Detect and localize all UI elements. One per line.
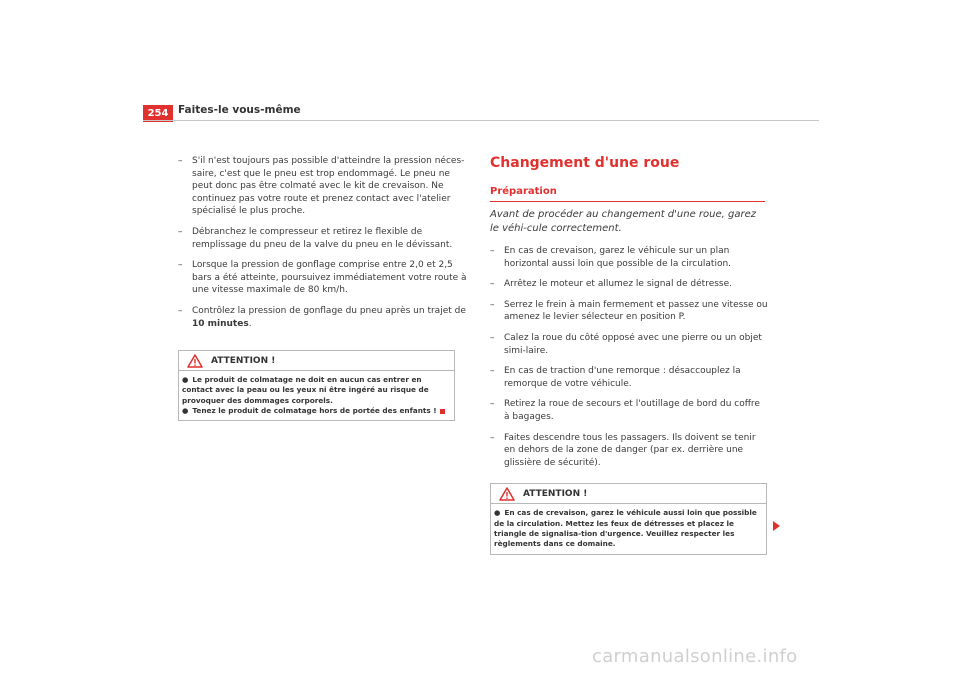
emphasis-duration: 10 minutes <box>192 318 249 329</box>
continue-arrow-icon <box>773 521 780 531</box>
bullet-icon: ● <box>182 406 189 416</box>
warning-header <box>179 351 454 371</box>
warning-box <box>178 350 455 421</box>
right-column <box>490 155 768 555</box>
subsection-divider <box>490 201 765 202</box>
warning-title: ATTENTION ! <box>211 355 276 366</box>
section-title: Changement d'une roue <box>490 155 680 171</box>
page-number: 254 <box>143 105 173 122</box>
warning-triangle-icon <box>187 354 203 368</box>
header-divider <box>143 120 819 121</box>
list-item: – Débranchez le compresseur et retirez le flexible de remplissage du pneu de la valve du pneu en le dévissant. <box>178 226 453 250</box>
warning-item: ● Tenez le produit de colmatage hors de portée des enfants ! <box>182 406 451 416</box>
left-steps-list <box>178 155 468 330</box>
list-item: – En cas de crevaison, garez le véhicule sur un plan horizontal aussi loin que possible de la circulation. <box>490 246 732 269</box>
warning-header <box>491 484 766 504</box>
left-column <box>178 155 468 421</box>
warning-body <box>491 508 766 549</box>
list-item: – Lorsque la pression de gonflage comprise entre 2,0 et 2,5 bars a été atteinte, poursuivez immédiatement votre route à une vitesse maximale de 80 km/h. <box>178 260 467 296</box>
intro-text: Avant de procéder au changement d'une roue, garez le véhi-cule correctement. <box>490 209 756 234</box>
bullet-icon: ● <box>182 375 189 385</box>
warning-item: ● En cas de crevaison, garez le véhicule aussi loin que possible de la circulation. Mettez les feux de détresses et placez le triangle de signalisa-tion d'urgence. Veuillez respecter les règlements dans ce domaine. <box>494 508 757 549</box>
list-item: – S'il n'est toujours pas possible d'atteindre la pression néces-saire, c'est que le pneu est trop endommagé. Le pneu ne peut donc pas être colmaté avec le kit de crevaison. Ne continuez pas votre route et prenez contact avec l'atelier spécialisé le plus proche. <box>178 156 465 217</box>
list-item: – Faites descendre tous les passagers. Ils doivent se tenir en dehors de la zone de danger (par ex. derrière une glissière de sécurité). <box>490 432 756 468</box>
list-item: – Retirez la roue de secours et l'outillage de bord du coffre à bagages. <box>490 399 760 422</box>
watermark: carmanualsonline.info <box>592 646 798 667</box>
list-item: – En cas de traction d'une remorque : désaccouplez la remorque de votre véhicule. <box>490 366 741 389</box>
list-item: – Calez la roue du côté opposé avec une pierre ou un objet simi-laire. <box>490 332 762 356</box>
list-item: – Serrez le frein à main fermement et passez une vitesse ou amenez le levier sélecteur en position P. <box>490 299 768 323</box>
warning-triangle-icon <box>499 487 515 501</box>
list-item: – Contrôlez la pression de gonflage du pneu après un trajet de 10 minutes. <box>178 305 466 329</box>
subsection-title: Préparation <box>490 186 557 197</box>
list-item: – Arrêtez le moteur et allumez le signal de détresse. <box>490 279 733 290</box>
warning-title: ATTENTION ! <box>523 489 588 500</box>
warning-body <box>179 375 454 416</box>
warning-item: ● Le produit de colmatage ne doit en aucun cas entrer en contact avec la peau ou les yeux ni être ingéré au risque de provoquer des dommages corporels. <box>182 375 429 405</box>
end-of-section-icon <box>440 409 445 414</box>
right-steps-list <box>490 245 768 469</box>
bullet-icon: ● <box>494 508 501 518</box>
warning-box <box>490 483 767 554</box>
page-header-title: Faites-le vous-même <box>178 104 301 116</box>
